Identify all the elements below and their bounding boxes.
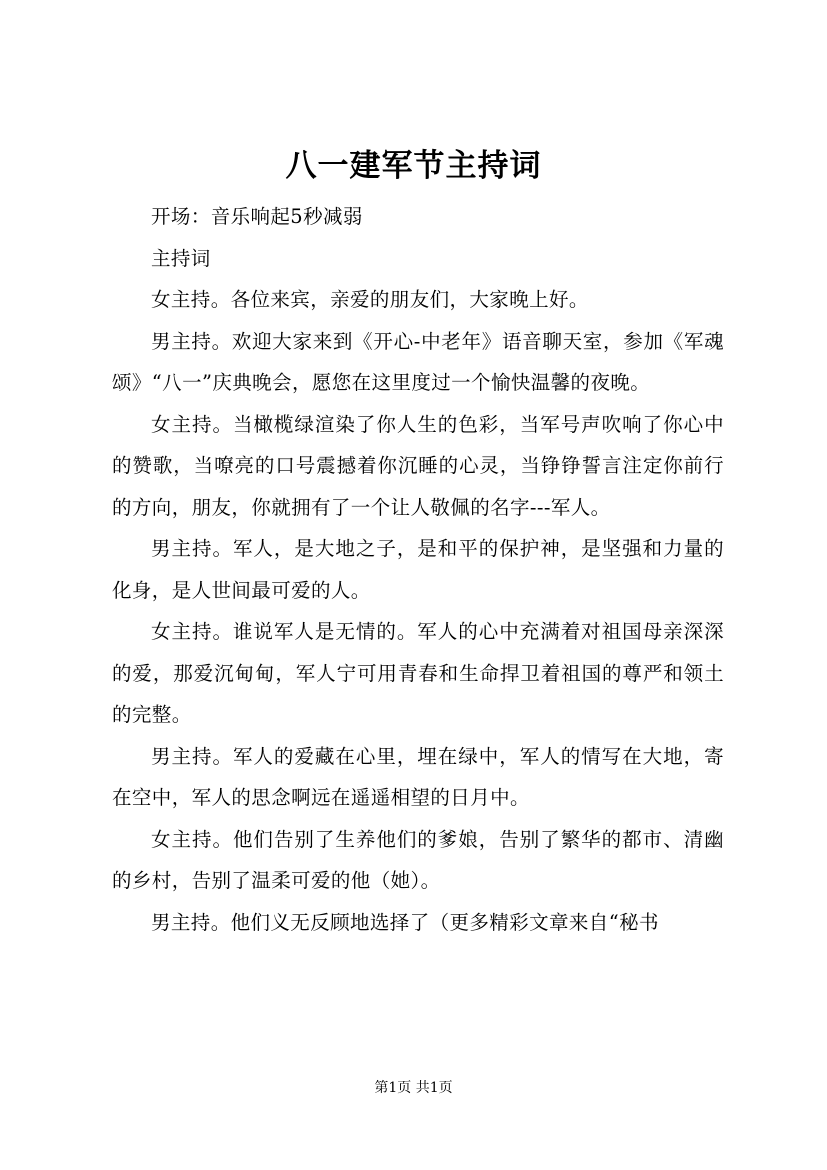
paragraph: 男主持。他们义无反顾地选择了（更多精彩文章来自“秘书 [151,910,659,934]
paragraph: 男主持。军人的爱藏在心里，埋在绿中，军人的情写在大地，寄在空中，军人的思念啊远在遥遥相望的日月中。 [112,744,724,809]
paragraph: 男主持。欢迎大家来到《开心-中老年》语音聊天室，参加《军魂颂》“八一”庆典晚会，愿您在这里度过一个愉快温馨的夜晚。 [112,329,724,394]
paragraph-opening: 开场：音乐响起5秒减弱 [151,205,363,228]
paragraph: 女主持。谁说军人是无情的。军人的心中充满着对祖国母亲深深的爱，那爱沉甸甸，军人宁可用青春和生命捍卫着祖国的尊严和领土的完整。 [112,620,724,726]
paragraph: 女主持。他们告别了生养他们的爹娘，告别了繁华的都市、清幽的乡村，告别了温柔可爱的他（她）。 [112,827,724,892]
paragraph: 男主持。军人，是大地之子，是和平的保护神，是坚强和力量的化身，是人世间最可爱的人。 [112,537,724,602]
paragraph: 女主持。当橄榄绿渲染了你人生的色彩，当军号声吹响了你心中的赞歌，当嘹亮的口号震撼着你沉睡的心灵，当铮铮誓言注定你前行的方向，朋友，你就拥有了一个让人敬佩的名字---军人。 [112,412,724,519]
paragraph: 女主持。各位来宾，亲爱的朋友们，大家晚上好。 [151,288,589,311]
document-body [112,196,724,943]
page-number-footer: 第1页 共1页 [374,1080,453,1096]
document-title: 八一建军节主持词 [285,148,542,184]
paragraph-heading: 主持词 [151,246,211,270]
